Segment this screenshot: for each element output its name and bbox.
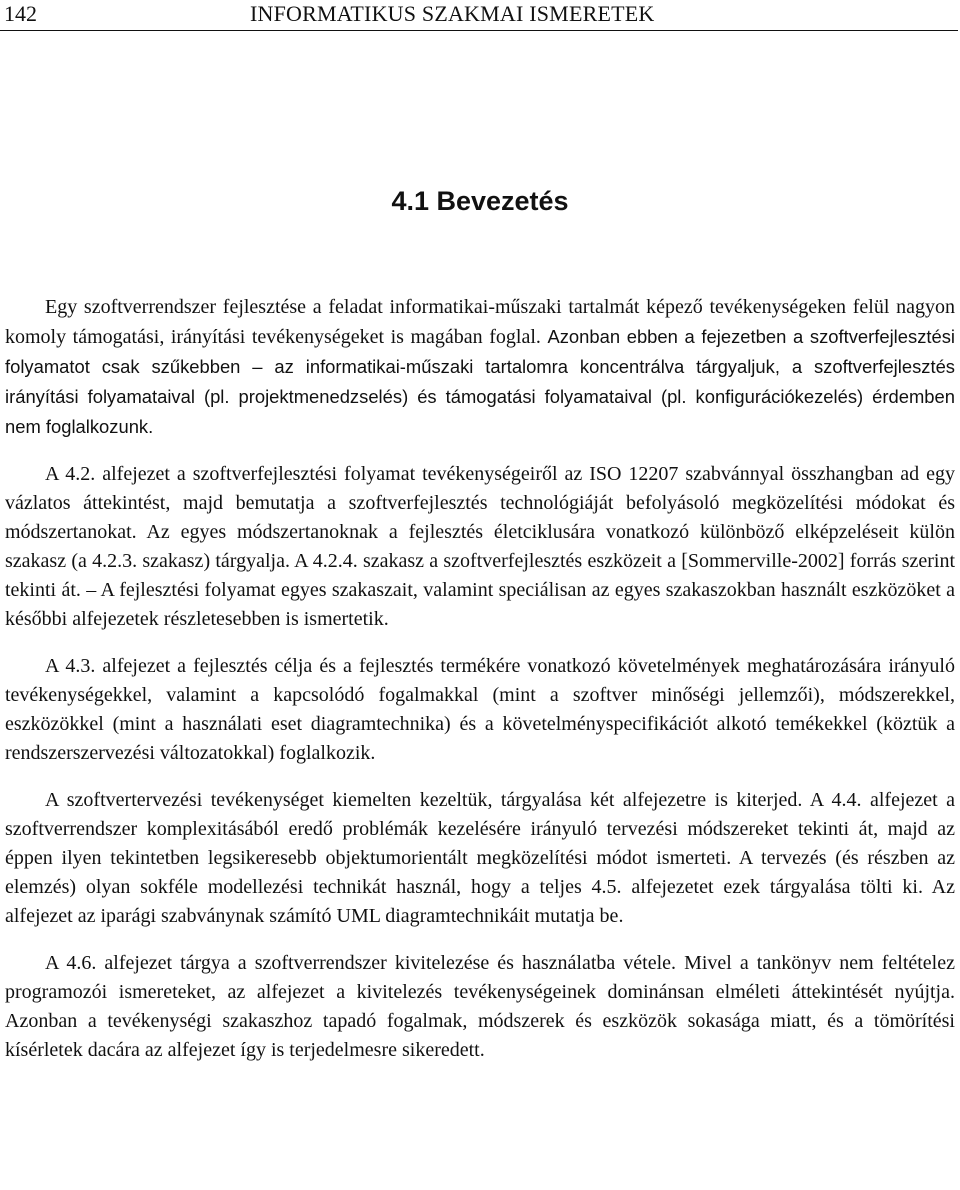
paragraph-intro: Egy szoftverrendszer fejlesztése a feladat informatikai-műszaki tartalmát képező tevékenységeken felül nagyon komoly támogatási, irányítási tevékenységeket is magában foglal. Azonban ebben a fejezetben a szoftverfejlesztési folyamatot csak szűkebben – az informatikai-műszaki tartalomra koncentrálva tárgyaljuk, a szoftverfejlesztés irányítási folyamataival (pl. projektmenedzselés) és támogatási folyamataival (pl. konfigurációkezelés) érdemben nem foglalkozunk. <box>5 296 956 437</box>
paragraph-section-4-3: A 4.3. alfejezet a fejlesztés célja és a fejlesztés termékére vonatkozó követelmények meghatározására irányuló tevékenységekkel, valamint a kapcsolódó fogalmakkal (mint a szoftver minőségi jellemzői), módszerekkel, eszközökkel (mint a használati eset diagramtechnika) és a követelményspecifikációt alkotó temékekkel (köztük a rendszerszervezési változatokkal) foglalkozik. <box>5 655 955 764</box>
running-title: INFORMATIKUS SZAKMAI ISMERETEK <box>250 1 655 26</box>
paragraph-design: A szoftvertervezési tevékenységet kiemelten kezeltük, tárgyalása két alfejezetre is kiterjed. A 4.4. alfejezet a szoftverrendszer komplexitásából eredő problémák kezelésére irányuló tervezési módszereket tekinti át, majd az éppen ilyen tekintetben legsikeresebb objektumorientált megközelítési módot ismerteti. A tervezés (és részben az elemzés) olyan sokféle modellezési technikát használ, hogy a teljes 4.5. alfejezetet ezek tárgyalása tölti ki. Az alfejezet az iparági szabványnak számító UML diagramtechnikáit mutatja be. <box>5 789 955 927</box>
paragraph-section-4-6: A 4.6. alfejezet tárgya a szoftverrendszer kivitelezése és használatba vétele. Mivel a tankönyv nem feltételez programozói ismereteket, az alfejezet a kivitelezés tevékenységeinek dominánsan elméleti áttekintését nyújtja. Azonban a tevékenységi szakaszhoz tapadó fogalmak, módszerek és eszközök sokasága miatt, és a tömörítési kísérletek dacára az alfejezet így is terjedelmesre sikeredett. <box>5 952 955 1061</box>
paragraph-section-4-2: A 4.2. alfejezet a szoftverfejlesztési folyamat tevékenységeiről az ISO 12207 szabvánnyal összhangban ad egy vázlatos áttekintést, majd bemutatja a szoftverfejlesztés technológiáját befolyásoló megközelítési módokat és módszertanokat. Az egyes módszertanoknak a fejlesztés életciklusára vonatkozó különböző elképzeléseit külön szakasz (a 4.2.3. szakasz) tárgyalja. A 4.2.4. szakasz a szoftverfejlesztés eszközeit a [Sommerville-2002] forrás szerint tekinti át. – A fejlesztési folyamat egyes szakaszait, valamint speciálisan az egyes szakaszokban használt eszközöket a későbbi alfejezetek részletesebben is ismertetik. <box>5 463 955 630</box>
paragraph-intro-sans-part: Azonban ebben a fejezetben a szoftverfejlesztési folyamatot csak szűkebben – az informatikai-műszaki tartalomra koncentrálva tárgyaljuk, a szoftverfejlesztés irányítási folyamataival (pl. projektmenedzselés) és támogatási folyamataival (pl. konfigurációkezelés) érdemben nem foglalkozunk. <box>5 326 956 437</box>
body-text <box>5 293 955 1083</box>
page-number: 142 <box>4 1 37 26</box>
running-head <box>0 0 958 31</box>
section-heading: 4.1 Bevezetés <box>391 186 569 216</box>
